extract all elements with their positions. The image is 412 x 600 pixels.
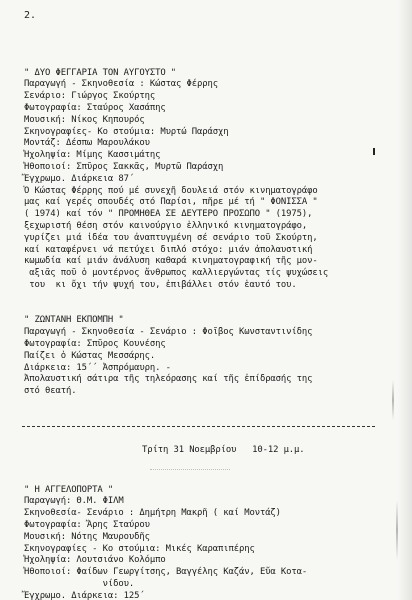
pen-mark — [373, 148, 375, 155]
film-entry-line: Ἠχοληψία: Μίμης Κασσιμάτης — [24, 150, 161, 161]
page-number: 2. — [24, 10, 37, 21]
film-entry-line: Παραγωγή: Θ.Μ. ΦΙΛΜ — [24, 496, 124, 507]
screening-date — [24, 422, 404, 456]
film-entry-line: Σενάριο: Γιώργος Σκούρτης — [24, 91, 156, 102]
film-entry-line: Μοντάζ: Δέσπω Μαρουλάκου — [24, 138, 150, 149]
film-entry-line: " ΖΩΝΤΑΝΗ ΕΚΠΟΜΠΗ " — [24, 315, 124, 326]
film-entry-line: Ἔγχρωμο. Διάρκεια 87΄ — [24, 173, 135, 184]
film-entry-line: Φωτογραφία: Σπῦρος Κουνέσης — [24, 338, 166, 349]
document-body — [24, 44, 404, 457]
film-entry-line: Φωτογραφία: Ἄρης Σταύρου — [24, 519, 150, 530]
film-entry-line: Σκηνοθεσία- Σενάριο : Δημήτρη Μακρῆ ( καί Μοντάζ) — [24, 508, 281, 519]
film-entry-line: Μουσική: Νίκος Κηπουρός — [24, 114, 145, 125]
film-entry-line: νίδου. — [24, 578, 135, 589]
film-entry-line: Σκηνογραφίες - Κο στούμια: Μικές Καραπιπέρης — [24, 543, 255, 554]
film-entry-line: Ἀπολαυστική σάτιρα τῆς τηλεόρασης καί τῆς ἐπίδρασής της — [24, 374, 313, 385]
film-entry-line: στό θεατή. — [24, 386, 77, 397]
film-entry-line: Παραγωγή - Σκηνοθεσία : Κώστας Φέρρης — [24, 79, 218, 90]
film-entry-line: Ἠθοποιοί: Φαίδων Γεωργίτσης, Βαγγέλης Καζάν, Εὔα Κοτα- — [24, 567, 308, 578]
film-entry-line: ξεχωριστή θέση στόν καινούργιο ἑλληνικό κινηματογράφο, — [24, 220, 308, 231]
film-entry-line: καί καταφέρνει νά πετύχει διπλό στόχο: μιάν ἀπολαυστική — [24, 244, 313, 255]
film-entry-line: γυρίζει μιά ἰδέα του ἀναπτυγμένη σέ σενάριο τοῦ Σκούρτη, — [24, 232, 318, 243]
film-entry-line: Ἔγχρωμο. Διάρκεια: 125΄ — [24, 590, 145, 600]
screening-date-text: Τρίτη 31 Νοεμβρίου 10-12 μ.μ. — [142, 445, 305, 456]
film-entry-line: Παραγωγή - Σκηνοθεσία - Σενάριο : Φοῖβος Κωνσταντινίδης — [24, 327, 313, 338]
film-entry-line: μας καί γερές σπουδές στό Παρίσι, πῆρε μέ τή " ΦΟΝΙΣΣΑ " — [24, 197, 318, 208]
section-divider — [22, 426, 375, 427]
film-entry-line: κωμωδία καί μιάν ἀνάλυση καθαρά κινηματογραφική τῆς μον- — [24, 256, 318, 267]
film-entry-line: Ἠθοποιοί: Σπῦρος Σακκᾶς, Μυρτῶ Παράσχη — [24, 161, 224, 172]
film-entry-zontani-ekpompi — [24, 315, 404, 398]
film-entry-line: του κι ὄχι τήν ψυχή του, ἐπιβάλλει στόν ἑαυτό του. — [24, 279, 297, 290]
film-entry-line: " ΔΥΟ ΦΕΓΓΑΡΙΑ ΤΟΝ ΑΥΓΟΥΣΤΟ " — [24, 67, 177, 78]
film-entry-line: Σκηνογραφίες- Κο στούμια: Μυρτώ Παράσχη — [24, 126, 229, 137]
document-body-lower — [24, 461, 404, 600]
film-entry-line: " Η ΑΓΓΕΛΟΠΟΡΤΑ " — [24, 484, 114, 495]
film-entry-line: ( 1974) καί τόν " ΠΡΟΜΗΘΕΑ ΣΕ ΔΕΥΤΕΡΟ ΠΡΟΣΩΠΟ " (1975), — [24, 209, 313, 220]
film-entry-line: Φωτογραφία: Σταύρος Χασάπης — [24, 102, 166, 113]
film-entry-line: Ἠχοληψία: Λουτσιάνο Κολόμπο — [24, 555, 166, 566]
film-entry-line: Ὁ Κώστας Φέρρης πού μέ συνεχῆ δουλειά στόν κινηματογράφο — [24, 185, 318, 196]
film-entry-dyo-feggaria — [24, 68, 404, 292]
film-entry-line: Παίζει ὁ Κώστας Μεσσάρης. — [24, 350, 156, 361]
film-entry-line: Μουσική: Νότης Μαυρουδῆς — [24, 531, 150, 542]
film-entry-aggeloporta — [24, 485, 404, 600]
film-entry-line: αξιᾶς ποῦ ὁ μοντέρνος ἄνθρωπος καλλιεργώντας τίς ψυχώσεις — [24, 268, 329, 279]
film-entry-line: Διάρκεια: 15΄΄ Ἀσπρόμαυρη. - — [24, 362, 171, 373]
